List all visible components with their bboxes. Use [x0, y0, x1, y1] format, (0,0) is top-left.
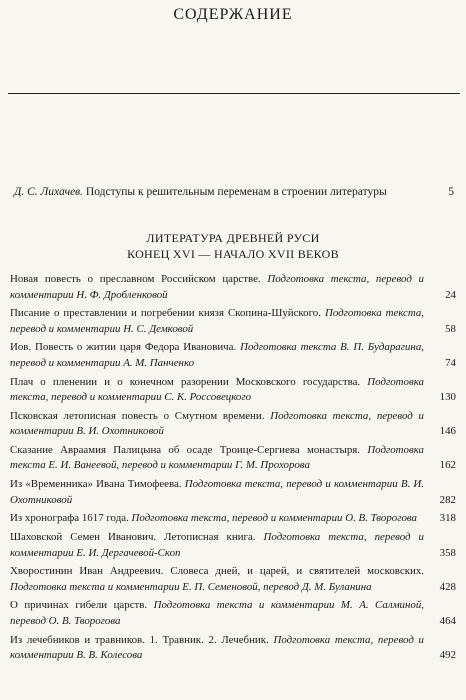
toc-entry[interactable] — [10, 633, 456, 664]
intro-title: Подступы к решительным переменам в строении литературы — [85, 186, 387, 198]
page-title: СОДЕРЖАНИЕ — [173, 6, 293, 23]
intro-author: Д. С. Лихачев. — [14, 186, 84, 198]
toc-entry-credits: Подготовка текста, перевод и комментарии В. В. Колесова — [10, 633, 424, 662]
toc-entry-credits: Подготовка текста, перевод и комментарии С. К. Россовецкого — [10, 375, 424, 404]
toc-entry[interactable] — [10, 564, 456, 595]
toc-entry-page: 492 — [439, 649, 456, 662]
toc-entry[interactable] — [10, 443, 456, 474]
toc-entry-text — [10, 340, 424, 371]
section-heading-line1: ЛИТЕРАТУРА ДРЕВНЕЙ РУСИ — [146, 231, 320, 245]
toc-entry-page: 464 — [439, 614, 456, 627]
toc-entry-title: Новая повесть о преславном Российском царстве. — [10, 273, 261, 285]
toc-entry[interactable] — [10, 477, 456, 508]
toc-entry-page: 130 — [439, 391, 456, 404]
toc-entry[interactable] — [10, 511, 456, 527]
toc-entry-page: 358 — [439, 546, 456, 559]
intro-entry[interactable] — [14, 186, 454, 198]
toc-entry-title: Псковская летописная повесть о Смутном времени. — [10, 409, 265, 422]
toc-entry-credits: Подготовка текста, перевод и комментарии Н. Ф. Дробленковой — [10, 273, 424, 301]
toc-entry[interactable] — [10, 409, 456, 440]
toc-entry-credits: Подготовка текста В. П. Бударагина, перевод и комментарии А. М. Панченко — [10, 341, 424, 369]
toc-entry-page: 282 — [439, 493, 456, 506]
intro-text — [14, 186, 387, 198]
toc-entry-page: 146 — [439, 425, 456, 438]
toc-entry-title: Хворостинин Иван Андреевич. Словеса дней, и царей, и святителей московских. — [10, 565, 424, 578]
divider-rule — [8, 93, 460, 94]
toc-entry[interactable] — [10, 375, 456, 406]
toc-entry[interactable] — [10, 598, 456, 629]
toc-entry-text — [10, 633, 424, 664]
section-heading-line2: КОНЕЦ XVI — НАЧАЛО XVII ВЕКОВ — [127, 247, 339, 261]
toc-entry-credits: Подготовка текста, перевод и комментарии В. И. Охотниковой — [10, 478, 424, 506]
toc-entry-credits: Подготовка текста и комментарии Е. П. Семеновой, перевод Д. М. Буланина — [10, 580, 372, 593]
toc-entry-text — [10, 564, 424, 595]
toc-entry-title: Сказание Авраамия Палицына об осаде Троице-Сергиева монастыря. — [10, 443, 361, 456]
toc-entry-page: 74 — [445, 356, 456, 369]
toc-entry-text — [10, 511, 424, 527]
toc-entry-title: Плач о пленении и о конечном разорении Московского государства. — [10, 375, 361, 388]
toc-entry-text — [10, 443, 424, 474]
toc-entry-credits: Подготовка текста, перевод и комментарии Н. С. Демковой — [10, 307, 424, 335]
toc-entry-title: Писание о преставлении и погребении князя Скопина-Шуйского. — [10, 307, 321, 320]
toc-entry-text — [10, 306, 424, 337]
toc-entry-title: Из «Временника» Ивана Тимофеева. — [10, 478, 182, 491]
toc-entry[interactable] — [10, 530, 456, 561]
toc-entry-credits: Подготовка текста, перевод и комментарии В. И. Охотниковой — [10, 409, 424, 438]
toc-entry-title: Шаховской Семен Иванович. Летописная книга. — [10, 531, 256, 543]
toc-entry-title: Из хронографа 1617 года. — [10, 512, 129, 525]
toc-entry[interactable] — [10, 340, 456, 371]
toc-entry[interactable] — [10, 272, 456, 303]
intro-page: 5 — [448, 186, 454, 198]
toc-entry-credits: Подготовка текста, перевод и комментарии О. В. Творогова — [131, 512, 418, 525]
toc-entry-text — [10, 598, 424, 629]
toc-entry-credits: Подготовка текста, перевод и комментарии Е. И. Дергачевой-Скоп — [10, 531, 424, 559]
toc-entry-title: Из лечебников и травников. 1. Травник. 2. Лечебник. — [10, 633, 269, 646]
toc-entry-text — [10, 477, 424, 508]
toc-entry-title: О причинах гибели царств. — [10, 599, 148, 612]
toc-entry-text — [10, 375, 424, 406]
table-of-contents — [10, 272, 456, 667]
toc-entry-text — [10, 272, 424, 303]
toc-entry[interactable] — [10, 306, 456, 337]
toc-entry-title: Иов. Повесть о житии царя Федора Ивановича. — [10, 341, 237, 354]
toc-entry-text — [10, 409, 424, 440]
section-heading — [0, 230, 466, 262]
toc-entry-page: 428 — [439, 580, 456, 593]
toc-entry-page: 162 — [439, 459, 456, 472]
toc-entry-page: 318 — [439, 512, 456, 525]
toc-entry-credits: Подготовка текста и комментарии М. А. Салминой, перевод О. В. Творогова — [10, 599, 424, 627]
toc-entry-text — [10, 530, 424, 561]
toc-entry-credits: Подготовка текста Е. И. Ванеевой, перевод и комментарии Г. М. Прохорова — [10, 443, 424, 472]
toc-entry-page: 58 — [445, 322, 456, 335]
toc-entry-page: 24 — [445, 288, 456, 301]
